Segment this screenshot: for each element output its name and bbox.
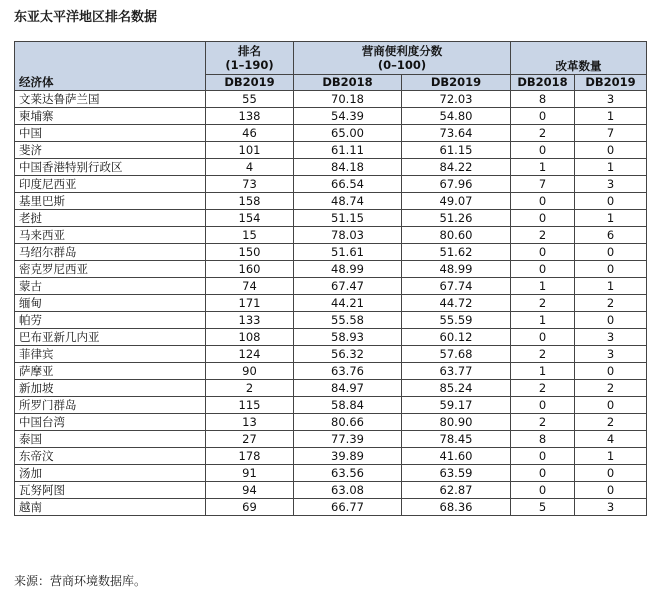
rank-value: 178 (206, 448, 294, 465)
table-row (15, 499, 647, 516)
table-row (15, 244, 647, 261)
reforms-2019: 6 (575, 227, 647, 244)
reforms-2018: 0 (511, 108, 575, 125)
reforms-2019: 0 (575, 193, 647, 210)
col-reform-db2019: DB2019 (575, 75, 647, 91)
economy-name: 斐济 (15, 142, 206, 159)
reforms-2019: 1 (575, 210, 647, 227)
economy-name: 蒙古 (15, 278, 206, 295)
economy-name: 东帝汶 (15, 448, 206, 465)
rank-value: 160 (206, 261, 294, 278)
economy-name: 帕劳 (15, 312, 206, 329)
rank-value: 171 (206, 295, 294, 312)
ease-score-2019: 63.59 (402, 465, 511, 482)
reforms-2018: 1 (511, 159, 575, 176)
table-body (15, 91, 647, 516)
economy-name: 所罗门群岛 (15, 397, 206, 414)
ease-score-2019: 85.24 (402, 380, 511, 397)
reforms-2018: 8 (511, 91, 575, 108)
ease-score-2018: 63.08 (294, 482, 402, 499)
ease-score-2019: 73.64 (402, 125, 511, 142)
ease-score-2018: 58.93 (294, 329, 402, 346)
economy-name: 马绍尔群岛 (15, 244, 206, 261)
reforms-2018: 2 (511, 295, 575, 312)
reforms-2019: 0 (575, 397, 647, 414)
ease-score-2018: 80.66 (294, 414, 402, 431)
economy-name: 文莱达鲁萨兰国 (15, 91, 206, 108)
ease-score-2019: 41.60 (402, 448, 511, 465)
economy-name: 泰国 (15, 431, 206, 448)
economy-name: 菲律宾 (15, 346, 206, 363)
reforms-2018: 2 (511, 380, 575, 397)
reforms-2019: 1 (575, 108, 647, 125)
reforms-2018: 0 (511, 448, 575, 465)
ease-score-2018: 66.54 (294, 176, 402, 193)
ease-score-2019: 63.77 (402, 363, 511, 380)
ease-score-header (294, 42, 511, 75)
table-row (15, 363, 647, 380)
source-note: 来源：营商环境数据库。 (14, 574, 147, 588)
ease-score-2019: 49.07 (402, 193, 511, 210)
table-row (15, 295, 647, 312)
reforms-2019: 0 (575, 142, 647, 159)
reforms-2018: 5 (511, 499, 575, 516)
table-row (15, 176, 647, 193)
rank-value: 115 (206, 397, 294, 414)
ease-score-2019: 78.45 (402, 431, 511, 448)
table-row (15, 414, 647, 431)
table-row (15, 346, 647, 363)
ranking-table (14, 41, 647, 516)
reforms-2018: 0 (511, 261, 575, 278)
rank-value: 154 (206, 210, 294, 227)
ease-score-2019: 62.87 (402, 482, 511, 499)
rank-value: 101 (206, 142, 294, 159)
table-row (15, 210, 647, 227)
reforms-2019: 3 (575, 91, 647, 108)
economy-name: 中国香港特别行政区 (15, 159, 206, 176)
economy-name: 新加坡 (15, 380, 206, 397)
ease-score-2018: 51.61 (294, 244, 402, 261)
reforms-2018: 2 (511, 227, 575, 244)
economy-name: 中国 (15, 125, 206, 142)
economy-name: 柬埔寨 (15, 108, 206, 125)
reforms-2018: 2 (511, 346, 575, 363)
col-reform-db2018: DB2018 (511, 75, 575, 91)
reforms-2019: 0 (575, 482, 647, 499)
reforms-2019: 4 (575, 431, 647, 448)
rank-value: 15 (206, 227, 294, 244)
ease-score-2018: 63.56 (294, 465, 402, 482)
ease-score-2018: 65.00 (294, 125, 402, 142)
reforms-2018: 2 (511, 125, 575, 142)
economy-name: 基里巴斯 (15, 193, 206, 210)
table-row (15, 312, 647, 329)
table-row (15, 227, 647, 244)
economy-name: 越南 (15, 499, 206, 516)
table-row (15, 465, 647, 482)
ease-score-2019: 60.12 (402, 329, 511, 346)
rank-header-label: 排名 (238, 44, 261, 58)
ease-score-2019: 51.62 (402, 244, 511, 261)
ease-score-2018: 39.89 (294, 448, 402, 465)
ease-score-2018: 58.84 (294, 397, 402, 414)
reforms-2019: 0 (575, 244, 647, 261)
reforms-2018: 0 (511, 193, 575, 210)
ease-score-2018: 84.97 (294, 380, 402, 397)
ease-score-2018: 77.39 (294, 431, 402, 448)
reforms-2019: 3 (575, 499, 647, 516)
reforms-2019: 1 (575, 448, 647, 465)
rank-value: 4 (206, 159, 294, 176)
economy-name: 马来西亚 (15, 227, 206, 244)
rank-value: 94 (206, 482, 294, 499)
economy-name: 瓦努阿图 (15, 482, 206, 499)
ease-score-2018: 67.47 (294, 278, 402, 295)
col-ease-db2019: DB2019 (402, 75, 511, 91)
ease-score-2019: 67.74 (402, 278, 511, 295)
ease-score-2019: 57.68 (402, 346, 511, 363)
reforms-2019: 3 (575, 346, 647, 363)
ease-score-2018: 54.39 (294, 108, 402, 125)
rank-value: 13 (206, 414, 294, 431)
rank-value: 90 (206, 363, 294, 380)
rank-header (206, 42, 294, 75)
table-row (15, 261, 647, 278)
reforms-2019: 0 (575, 465, 647, 482)
table-row (15, 329, 647, 346)
ease-score-2019: 68.36 (402, 499, 511, 516)
economy-name: 缅甸 (15, 295, 206, 312)
ease-score-2019: 44.72 (402, 295, 511, 312)
ease-score-2019: 51.26 (402, 210, 511, 227)
economy-name: 密克罗尼西亚 (15, 261, 206, 278)
rank-value: 133 (206, 312, 294, 329)
ease-score-2018: 51.15 (294, 210, 402, 227)
ease-score-2019: 84.22 (402, 159, 511, 176)
reforms-2018: 2 (511, 414, 575, 431)
ease-score-2018: 55.58 (294, 312, 402, 329)
reforms-2019: 0 (575, 363, 647, 380)
table-row (15, 482, 647, 499)
economy-name: 老挝 (15, 210, 206, 227)
reforms-2018: 0 (511, 329, 575, 346)
ease-score-2018: 48.99 (294, 261, 402, 278)
ease-score-2019: 48.99 (402, 261, 511, 278)
ease-score-2018: 70.18 (294, 91, 402, 108)
table-row (15, 159, 647, 176)
table-row (15, 193, 647, 210)
ease-score-2018: 84.18 (294, 159, 402, 176)
rank-value: 55 (206, 91, 294, 108)
ease-score-2019: 72.03 (402, 91, 511, 108)
col-ease-db2018: DB2018 (294, 75, 402, 91)
reforms-2018: 1 (511, 278, 575, 295)
page-title: 东亚太平洋地区排名数据 (14, 10, 158, 25)
table-row (15, 448, 647, 465)
table-row (15, 380, 647, 397)
ease-score-header-label: 营商便利度分数 (361, 44, 443, 58)
rank-value: 124 (206, 346, 294, 363)
reforms-2019: 1 (575, 159, 647, 176)
reforms-2019: 1 (575, 278, 647, 295)
rank-value: 69 (206, 499, 294, 516)
reforms-2019: 3 (575, 176, 647, 193)
reforms-2018: 0 (511, 465, 575, 482)
table-row (15, 278, 647, 295)
table-row (15, 431, 647, 448)
reforms-2018: 8 (511, 431, 575, 448)
rank-value: 74 (206, 278, 294, 295)
economy-name: 萨摩亚 (15, 363, 206, 380)
reforms-2019: 7 (575, 125, 647, 142)
rank-value: 91 (206, 465, 294, 482)
ease-score-2018: 44.21 (294, 295, 402, 312)
reforms-2018: 7 (511, 176, 575, 193)
rank-value: 27 (206, 431, 294, 448)
reforms-2019: 0 (575, 261, 647, 278)
ease-score-2018: 78.03 (294, 227, 402, 244)
table-row (15, 397, 647, 414)
ease-score-2019: 80.60 (402, 227, 511, 244)
col-rank-db2019: DB2019 (206, 75, 294, 91)
ease-score-2019: 61.15 (402, 142, 511, 159)
ease-score-2019: 54.80 (402, 108, 511, 125)
reforms-2018: 0 (511, 210, 575, 227)
rank-value: 46 (206, 125, 294, 142)
rank-header-range: (1–190) (225, 58, 274, 72)
economy-name: 巴布亚新几内亚 (15, 329, 206, 346)
rank-value: 108 (206, 329, 294, 346)
rank-value: 73 (206, 176, 294, 193)
rank-value: 2 (206, 380, 294, 397)
reforms-2019: 2 (575, 295, 647, 312)
reforms-2019: 0 (575, 312, 647, 329)
table-row (15, 142, 647, 159)
reforms-2019: 2 (575, 380, 647, 397)
economy-name: 汤加 (15, 465, 206, 482)
table-row (15, 91, 647, 108)
ease-score-header-range: (0–100) (377, 58, 427, 72)
reforms-2019: 3 (575, 329, 647, 346)
reforms-2018: 1 (511, 363, 575, 380)
reforms-2018: 1 (511, 312, 575, 329)
ease-score-2018: 61.11 (294, 142, 402, 159)
ease-score-2019: 67.96 (402, 176, 511, 193)
ease-score-2018: 48.74 (294, 193, 402, 210)
rank-value: 138 (206, 108, 294, 125)
reforms-2019: 2 (575, 414, 647, 431)
economy-header: 经济体 (15, 42, 206, 91)
ease-score-2018: 63.76 (294, 363, 402, 380)
table-row (15, 125, 647, 142)
reforms-2018: 0 (511, 397, 575, 414)
economy-name: 印度尼西亚 (15, 176, 206, 193)
ease-score-2018: 56.32 (294, 346, 402, 363)
reform-count-header: 改革数量 (511, 42, 647, 75)
rank-value: 158 (206, 193, 294, 210)
rank-value: 150 (206, 244, 294, 261)
ease-score-2019: 55.59 (402, 312, 511, 329)
reforms-2018: 0 (511, 482, 575, 499)
table-row (15, 108, 647, 125)
ease-score-2019: 80.90 (402, 414, 511, 431)
reforms-2018: 0 (511, 244, 575, 261)
reforms-2018: 0 (511, 142, 575, 159)
ease-score-2019: 59.17 (402, 397, 511, 414)
economy-name: 中国台湾 (15, 414, 206, 431)
ease-score-2018: 66.77 (294, 499, 402, 516)
